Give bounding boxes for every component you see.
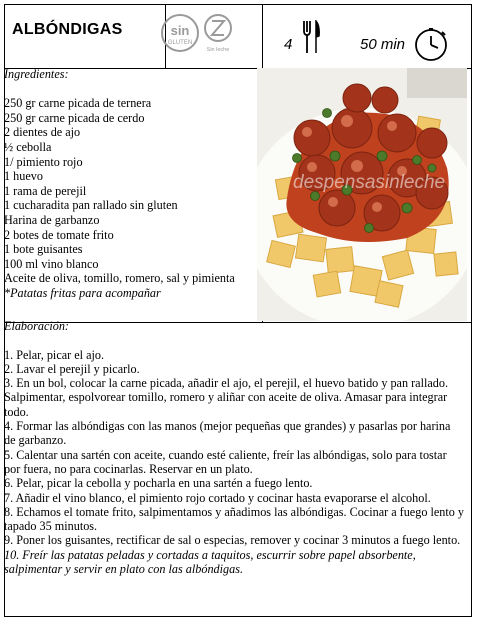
cooking-time: 50 min bbox=[360, 36, 406, 53]
ingredient-item: 1 cucharadita pan rallado sin gluten bbox=[4, 198, 178, 213]
ingredient-item: 2 botes de tomate frito bbox=[4, 227, 114, 242]
cutlery-icon bbox=[302, 20, 320, 54]
elaboration-step: 1. Pelar, picar el ajo. bbox=[4, 347, 105, 362]
elaboration-step: 5. Calentar una sartén con aceite, cuando esté caliente, freír las albóndigas, solo para tostar por fuera, no para cocinarlas. Reservar en un plato. bbox=[4, 447, 447, 476]
clock-icon bbox=[412, 25, 450, 63]
ingredient-item: 2 dientes de ajo bbox=[4, 125, 81, 140]
svg-text:GLUTEN: GLUTEN bbox=[167, 40, 193, 46]
svg-text:sin: sin bbox=[170, 23, 190, 38]
elaboration-final-step: 10. Freír las patatas peladas y cortadas a taquitos, escurrir sobre papel absorbente, salpimentar y servir en plato con las albóndigas. bbox=[4, 547, 416, 577]
ingredient-item: Aceite de oliva, tomillo, romero, sal y pimienta bbox=[4, 271, 235, 286]
ingredients-section bbox=[4, 67, 256, 301]
elaboration-section bbox=[4, 319, 464, 576]
elaboration-heading: Elaboración: bbox=[4, 319, 69, 333]
ingredients-heading: Ingredientes: bbox=[4, 67, 69, 81]
svg-text:Sin leche: Sin leche bbox=[206, 47, 230, 53]
dish-photo bbox=[257, 68, 467, 321]
ingredient-item: 250 gr carne picada de cerdo bbox=[4, 110, 145, 125]
elaboration-step: 3. En un bol, colocar la carne picada, añadir el ajo, el perejil, el huevo batido y pan rallado. Salpimentar, espolvorear tomillo, romero y aliñar con aceite de oliva. Amasar para integrar todo. bbox=[4, 376, 448, 419]
ingredient-item: 1 rama de perejil bbox=[4, 183, 87, 198]
elaboration-step: 9. Poner los guisantes, rectificar de sal o especias, remover y cocinar 3 minutos a fuego lento. bbox=[4, 533, 461, 548]
elaboration-step: 4. Formar las albóndigas con las manos (mejor pequeñas que grandes) y pasarlas por harina de garbanzo. bbox=[4, 419, 451, 448]
ingredient-item: 250 gr carne picada de ternera bbox=[4, 96, 152, 111]
ingredient-item: 1/ pimiento rojo bbox=[4, 154, 83, 169]
elaboration-step: 7. Añadir el vino blanco, el pimiento rojo cortado y cocinar hasta evaporarse el alcohol. bbox=[4, 490, 431, 505]
ingredient-item: ½ cebolla bbox=[4, 139, 52, 154]
ingredients-note: *Patatas fritas para acompañar bbox=[4, 285, 161, 300]
recipe-title: ALBÓNDIGAS bbox=[12, 21, 123, 38]
elaboration-step: 8. Echamos el tomate frito, salpimentamos y añadimos las albóndigas. Cocinar a fuego lento y tapado 35 minutos. bbox=[4, 504, 464, 534]
svg-text:despensasinleche: despensasinleche bbox=[293, 172, 446, 193]
ingredient-item: 100 ml vino blanco bbox=[4, 256, 99, 271]
sin-gluten-sin-leche-logo bbox=[160, 11, 240, 55]
ingredient-item: 1 bote guisantes bbox=[4, 242, 83, 257]
ingredient-item: Harina de garbanzo bbox=[4, 212, 100, 227]
ingredient-item: 1 huevo bbox=[4, 169, 43, 184]
servings-count: 4 bbox=[284, 36, 293, 53]
elaboration-step: 6. Pelar, picar la cebolla y pocharla en una sartén a fuego lento. bbox=[4, 476, 313, 491]
elaboration-step: 2. Lavar el perejil y picarlo. bbox=[4, 361, 140, 376]
